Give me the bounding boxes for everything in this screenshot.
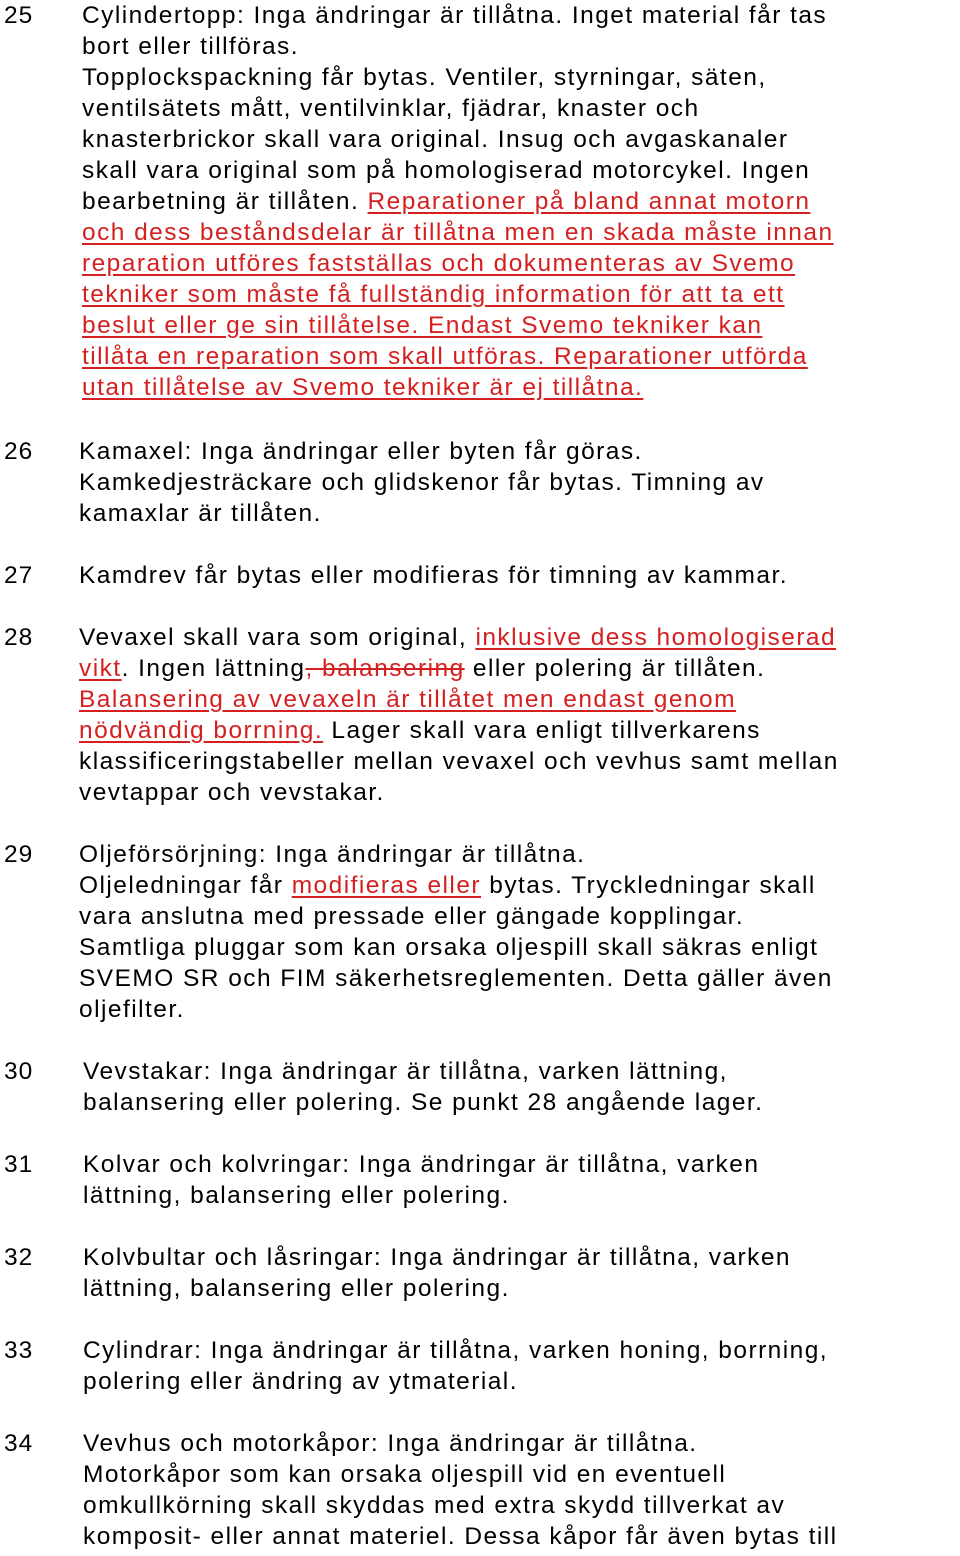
inserted-text: och dess beståndsdelar är tillåtna men en skada måste innan <box>82 219 834 246</box>
section-number: 31 <box>4 1151 34 1178</box>
text-segment: polering eller ändring av ytmaterial. <box>83 1368 518 1395</box>
text-segment: lättning, balansering eller polering. <box>83 1275 510 1302</box>
text-segment: Vevhus och motorkåpor: Inga ändringar är tillåtna. <box>83 1430 698 1457</box>
text-segment: Oljeledningar får <box>79 872 292 899</box>
text-segment: vara anslutna med pressade eller gängade kopplingar. <box>79 903 745 930</box>
text-segment: bearbetning är tillåten. <box>82 188 368 215</box>
text-segment: skall vara original som på homologiserad motorcykel. Ingen <box>82 157 811 184</box>
section-number: 27 <box>4 562 34 589</box>
inserted-text: modifieras eller <box>291 872 482 899</box>
text-line <box>79 653 956 684</box>
text-line <box>79 467 956 498</box>
text-segment: komposit- eller annat materiel. Dessa kåpor får även bytas till <box>83 1523 838 1550</box>
text-line <box>83 1242 956 1273</box>
text-segment: Topplockspackning får bytas. Ventiler, styrningar, säten, <box>82 64 767 91</box>
text-line <box>83 1335 956 1366</box>
text-line <box>82 124 956 155</box>
text-line <box>83 1459 956 1490</box>
text-segment: Kamkedjesträckare och glidskenor får bytas. Timning av <box>79 469 765 496</box>
text-line <box>82 93 956 124</box>
text-line <box>79 963 956 994</box>
text-line <box>82 155 956 186</box>
text-segment: Kamaxel: Inga ändringar eller byten får göras. <box>79 438 643 465</box>
inserted-text: Balansering av vevaxeln är tillåtet men endast genom <box>79 686 736 713</box>
text-segment: vevtappar och vevstakar. <box>79 779 385 806</box>
text-line <box>83 1366 956 1397</box>
inserted-text: reparation utföres fastställas och dokumenteras av Svemo <box>82 250 796 277</box>
text-line <box>79 622 956 653</box>
section-number: 33 <box>4 1337 34 1364</box>
section-text <box>83 1149 956 1211</box>
text-line <box>79 684 956 715</box>
section-text <box>83 1056 956 1118</box>
text-line <box>82 372 956 403</box>
text-line <box>79 560 956 591</box>
text-line <box>83 1056 956 1087</box>
text-segment: oljefilter. <box>79 996 185 1023</box>
text-line <box>79 901 956 932</box>
text-segment: Cylindrar: Inga ändringar är tillåtna, varken honing, borrning, <box>83 1337 829 1364</box>
section-number: 34 <box>4 1430 34 1457</box>
section-text <box>79 436 956 529</box>
text-line <box>83 1180 956 1211</box>
text-line <box>79 436 956 467</box>
section-text <box>79 560 956 591</box>
inserted-text: Reparationer på bland annat motorn <box>367 188 811 215</box>
text-line <box>79 932 956 963</box>
text-line <box>83 1521 956 1552</box>
text-line <box>82 31 956 62</box>
text-line <box>79 498 956 529</box>
inserted-text: vikt <box>79 655 122 682</box>
text-segment: Oljeförsörjning: Inga ändringar är tillåtna. <box>79 841 586 868</box>
text-segment: Cylindertopp: Inga ändringar är tillåtna. Inget material får tas <box>82 2 828 29</box>
text-segment: lättning, balansering eller polering. <box>83 1182 510 1209</box>
text-segment: kamaxlar är tillåten. <box>79 500 322 527</box>
text-line <box>79 870 956 901</box>
text-segment: omkullkörning skall skyddas med extra skydd tillverkat av <box>83 1492 786 1519</box>
section-text <box>83 1335 956 1397</box>
text-line <box>83 1273 956 1304</box>
section-text <box>83 1428 956 1552</box>
text-line <box>83 1490 956 1521</box>
deleted-text: , balansering <box>305 655 465 682</box>
section-number: 30 <box>4 1058 34 1085</box>
text-line <box>79 994 956 1025</box>
text-line <box>79 777 956 808</box>
text-line <box>82 0 956 31</box>
text-line <box>82 341 956 372</box>
section-text <box>79 839 956 1025</box>
section-text <box>82 0 956 403</box>
text-line <box>82 248 956 279</box>
text-line <box>83 1149 956 1180</box>
text-segment: SVEMO SR och FIM säkerhetsreglementen. Detta gäller även <box>79 965 833 992</box>
text-line <box>82 217 956 248</box>
text-segment: Samtliga pluggar som kan orsaka oljespill skall säkras enligt <box>79 934 819 961</box>
inserted-text: tekniker som måste få fullständig information för att ta ett <box>82 281 785 308</box>
text-segment: Vevstakar: Inga ändringar är tillåtna, varken lättning, <box>83 1058 728 1085</box>
text-line <box>83 1428 956 1459</box>
section-text <box>83 1242 956 1304</box>
section-number: 28 <box>4 624 34 651</box>
text-line <box>83 1087 956 1118</box>
text-line <box>82 62 956 93</box>
text-segment: Vevaxel skall vara som original, <box>79 624 476 651</box>
text-line <box>79 746 956 777</box>
section-number: 32 <box>4 1244 34 1271</box>
text-line <box>79 839 956 870</box>
inserted-text: tillåta en reparation som skall utföras. Reparationer utförda <box>82 343 808 370</box>
text-segment: Kamdrev får bytas eller modifieras för timning av kammar. <box>79 562 788 589</box>
section-number: 25 <box>4 2 34 29</box>
text-segment: Kolvbultar och låsringar: Inga ändringar är tillåtna, varken <box>83 1244 792 1271</box>
text-segment: bytas. Tryckledningar skall <box>481 872 816 899</box>
section-number: 29 <box>4 841 34 868</box>
text-segment: Lager skall vara enligt tillverkarens <box>323 717 761 744</box>
text-segment: bort eller tillföras. <box>82 33 299 60</box>
text-segment: balansering eller polering. Se punkt 28 angående lager. <box>83 1089 764 1116</box>
text-segment: . Ingen lättning <box>121 655 306 682</box>
text-line <box>82 186 956 217</box>
text-segment: eller polering är tillåten. <box>464 655 766 682</box>
inserted-text: inklusive dess homologiserad <box>475 624 837 651</box>
inserted-text: nödvändig borrning. <box>79 717 324 744</box>
text-segment: Motorkåpor som kan orsaka oljespill vid en eventuell <box>83 1461 727 1488</box>
section-text <box>79 622 956 808</box>
text-segment: klassificeringstabeller mellan vevaxel och vevhus samt mellan <box>79 748 839 775</box>
inserted-text: beslut eller ge sin tillåtelse. Endast Svemo tekniker kan <box>82 312 763 339</box>
text-segment: ventilsätets mått, ventilvinklar, fjädrar, knaster och <box>82 95 700 122</box>
text-line <box>79 715 956 746</box>
text-line <box>82 310 956 341</box>
section-number: 26 <box>4 438 34 465</box>
inserted-text: utan tillåtelse av Svemo tekniker är ej tillåtna. <box>82 374 644 401</box>
text-segment: Kolvar och kolvringar: Inga ändringar är tillåtna, varken <box>83 1151 760 1178</box>
text-line <box>82 279 956 310</box>
text-segment: knasterbrickor skall vara original. Insug och avgaskanaler <box>82 126 789 153</box>
